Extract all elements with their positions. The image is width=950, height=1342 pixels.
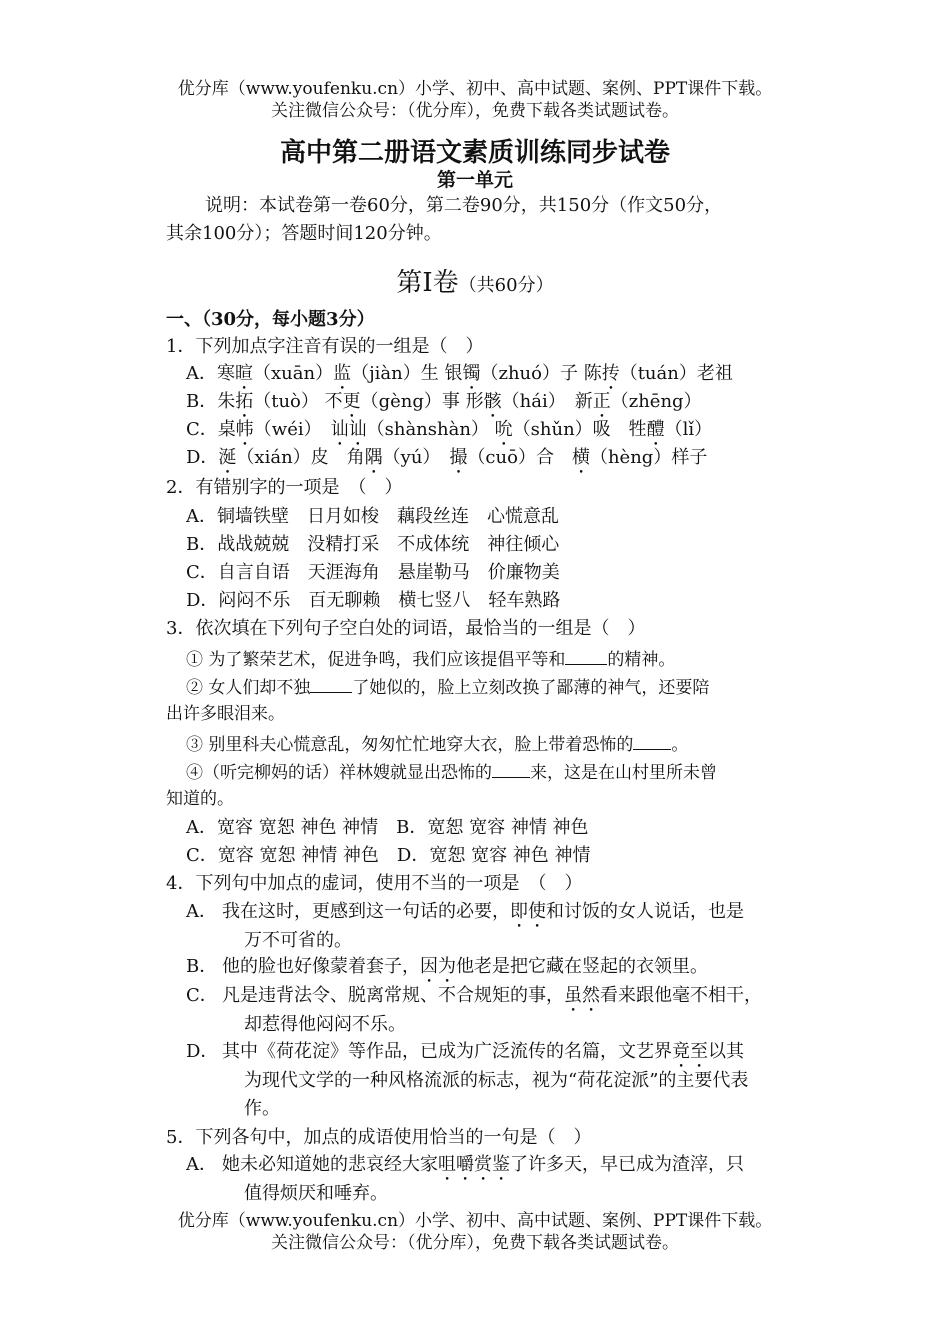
q3-sentence-4: ④（听完柳妈的话）祥林嫂就显出恐怖的 来，这是在山村里所未曾 <box>186 759 717 785</box>
q2-option-a: A．铜墙铁壁 日月如梭 藕段丝连 心慌意乱 <box>186 506 559 527</box>
footer-line-2: 关注微信公众号：（优分库），免费下载各类试题试卷。 <box>271 1233 679 1253</box>
q5-option-a-cont: 值得烦厌和唾弃。 <box>244 1183 388 1204</box>
q1-stem: 1．下列加点字注音有误的一组是（ ） <box>166 336 484 357</box>
q3-sentence-2: ② 女人们却不独 了她似的，脸上立刻改换了鄙薄的神气，还要陪 <box>186 674 709 700</box>
volume-sub: （共60分） <box>458 275 554 296</box>
q2-stem: 2．有错别字的一项是 （ ） <box>166 477 403 498</box>
q1-option-b: B．朱拓（tuò） 不更（gèng）事 形骸（hái） 新正（zhēng） <box>186 391 702 412</box>
q3-sentence-3: ③ 别里科夫心慌意乱，匆匆忙忙地穿大衣，脸上带着恐怖的 。 <box>186 731 688 757</box>
q4-option-a: 我在这时，更感到这一句话的必要，即使和讨饭的女人说话，也是 <box>222 901 744 922</box>
q3-sentence-2-cont: 出许多眼泪来。 <box>166 704 285 724</box>
q5-option-a: 她未必知道她的悲哀经大家咀嚼赏鉴了许多天，早已成为渣滓，只 <box>222 1154 744 1175</box>
q3-sentence-4-cont: 知道的。 <box>166 789 234 809</box>
q3-options-ab: A．宽容 宽恕 神色 神情 B．宽恕 宽容 神情 神色 <box>186 817 589 838</box>
q4-option-d-cont-2: 作。 <box>244 1098 280 1119</box>
section-1-heading: 一、（30分，每小题3分） <box>166 309 375 330</box>
footer-line-1: 优分库（www.youfenku.cn）小学、初中、高中试题、案例、PPT课件下载。 <box>177 1211 773 1231</box>
q2-option-c: C．自言自语 天涯海角 悬崖勒马 价廉物美 <box>186 562 560 583</box>
q2-option-d: D．闷闷不乐 百无聊赖 横七竖八 轻车熟路 <box>186 590 561 611</box>
q2-option-b: B．战战兢兢 没精打采 不成体统 神往倾心 <box>186 534 560 555</box>
q4-option-a-label: A． <box>186 901 217 922</box>
q5-option-a-label: A． <box>186 1154 217 1175</box>
q4-option-c-cont: 却惹得他闷闷不乐。 <box>244 1014 406 1035</box>
q1-option-c: C．桌帏（wéi） 讪讪（shànshàn） 吮（shǔn）吸 牲醴（lǐ） <box>186 419 713 440</box>
q3-stem: 3．依次填在下列句子空白处的词语，最恰当的一组是（ ） <box>166 618 646 639</box>
header-line-1: 优分库（www.youfenku.cn）小学、初中、高中试题、案例、PPT课件下载。 <box>177 79 773 99</box>
q4-stem: 4．下列句中加点的虚词，使用不当的一项是 （ ） <box>166 873 583 894</box>
unit-title: 第一单元 <box>436 169 513 191</box>
q4-option-d: 其中《荷花淀》等作品，已成为广泛流传的名篇，文艺界竟至以其 <box>222 1041 744 1062</box>
q4-option-c-label: C． <box>186 985 218 1006</box>
answer-blank <box>633 731 671 750</box>
answer-blank <box>310 674 352 693</box>
note-line-2: 其余100分）；答题时间120分钟。 <box>166 223 442 244</box>
q4-option-b-label: B． <box>186 956 218 977</box>
q1-option-a: A．寒暄（xuān）监（jiàn）生 银镯（zhuó）子 陈抟（tuán）老祖 <box>186 363 733 384</box>
page-title: 高中第二册语文素质训练同步试卷 <box>279 138 670 168</box>
answer-blank <box>565 646 607 665</box>
header-line-2: 关注微信公众号：（优分库），免费下载各类试题试卷。 <box>271 101 679 121</box>
q4-option-c: 凡是违背法令、脱离常规、不合规矩的事，虽然看来跟他毫不相干， <box>222 985 762 1006</box>
q4-option-b: 他的脸也好像蒙着套子，因为他老是把它藏在竖起的衣领里。 <box>222 956 708 977</box>
q4-option-d-cont: 为现代文学的一种风格流派的标志，视为“荷花淀派”的主要代表 <box>244 1070 749 1091</box>
q1-option-d: D．涎（xián）皮 角隅（yú） 撮（cuō）合 横（hèng）样子 <box>186 447 708 468</box>
note-line-1: 说明：本试卷第一卷60分，第二卷90分，共150分（作文50分， <box>205 195 723 216</box>
volume-heading <box>0 262 950 299</box>
q5-stem: 5．下列各句中，加点的成语使用恰当的一句是（ ） <box>166 1127 592 1148</box>
q3-sentence-1: ① 为了繁荣艺术，促进争鸣，我们应该提倡平等和 的精神。 <box>186 646 675 672</box>
q4-option-d-label: D． <box>186 1041 219 1062</box>
volume-main: 第Ⅰ卷 <box>396 268 459 298</box>
q4-option-a-cont: 万不可省的。 <box>244 930 352 951</box>
q3-options-cd: C．宽容 宽恕 神情 神色 D．宽恕 宽容 神色 神情 <box>186 845 591 866</box>
answer-blank <box>492 759 530 778</box>
